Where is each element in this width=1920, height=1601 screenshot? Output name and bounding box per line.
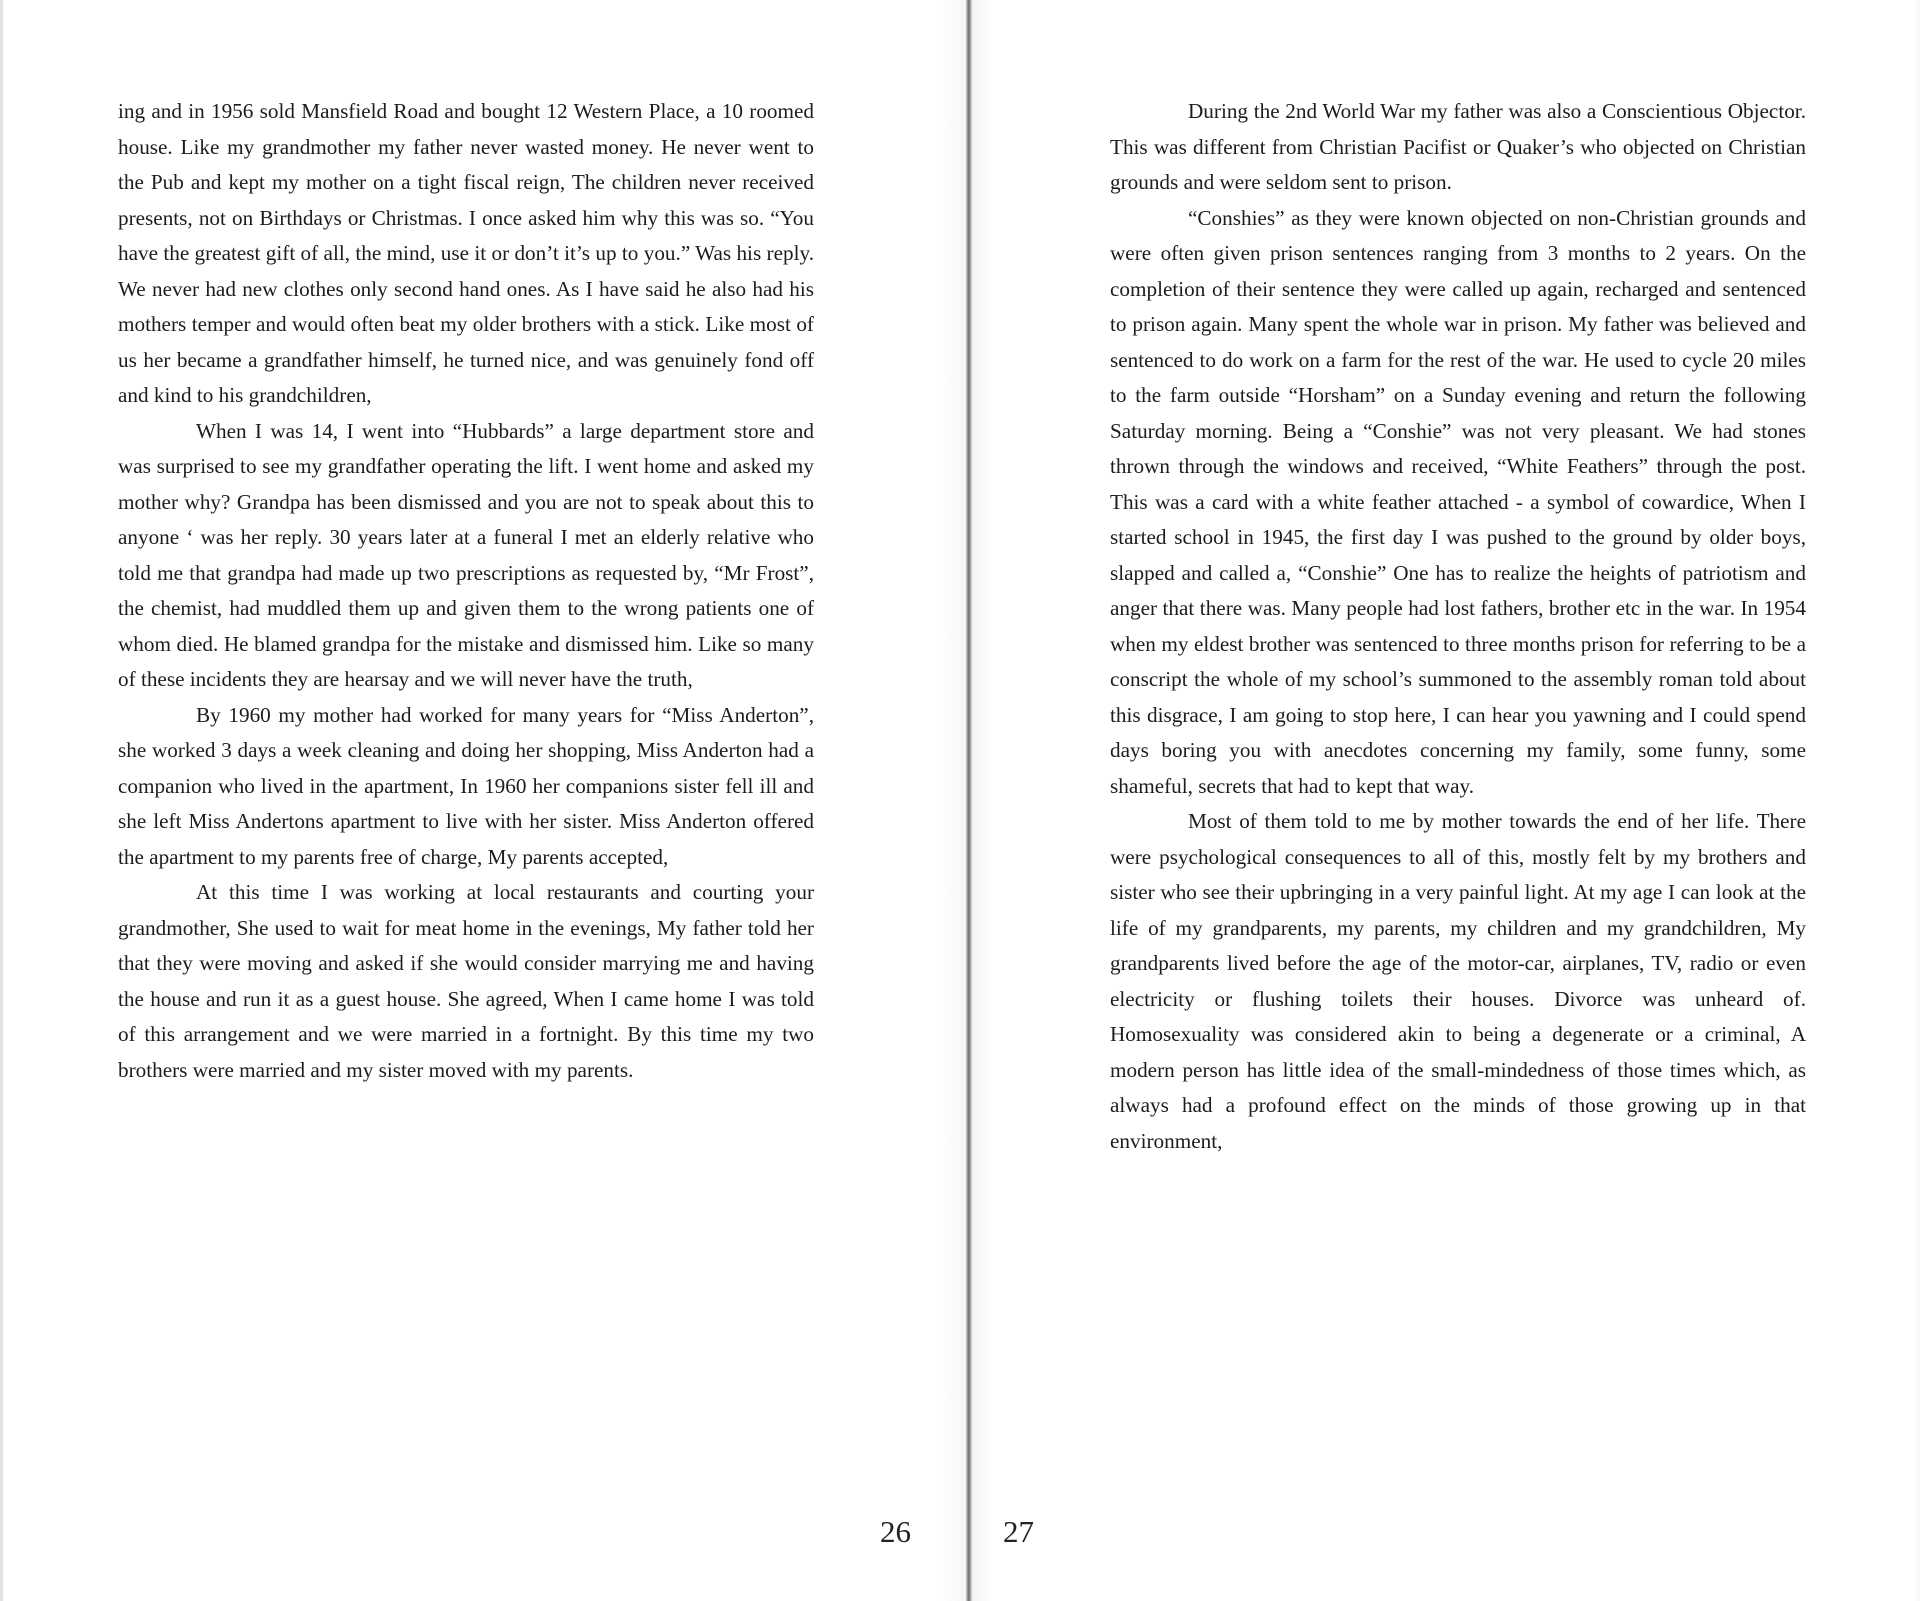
paragraph: During the 2nd World War my father was also a Conscientious Objector. This was different from Christian Pacifist or Quaker’s who objected on Christian grounds and were seldom sent to prison. (1110, 99, 1806, 194)
paragraph: At this time I was working at local restaurants and courting your grandmother, She used to wait for meat home in the evenings, My father told her that they were moving and asked if she would consider marrying me and having the house and run it as a guest house. She agreed, When I came home I was told of this arrangement and we were married in a fortnight. By this time my two brothers were married and my sister moved with my parents. (118, 880, 814, 1082)
paragraph: Most of them told to me by mother towards the end of her life. There were psychological consequences to all of this, mostly felt by my brothers and sister who see their upbringing in a very painful light. At my age I can look at the life of my grandparents, my parents, my children and my grandchildren, My grandparents lived before the age of the motor-car, airplanes, TV, radio or even electricity or flushing toilets their houses. Divorce was unheard of. Homosexuality was considered akin to being a degenerate or a criminal, A modern person has little idea of the small-mindedness of those times which, as always had a profound effect on the minds of those growing up in that environment, (1110, 809, 1806, 1153)
page-number: 26 (880, 1514, 911, 1549)
paragraph: ing and in 1956 sold Mansfield Road and bought 12 Western Place, a 10 roomed house. Like my grandmother my father never wasted money. He never went to the Pub and kept my mother on a tight fiscal reign, The children never received presents, not on Birthdays or Christmas. I once asked him why this was so. “You have the greatest gift of all, the mind, use it or don’t it’s up to you.” Was his reply. We never had new clothes only second hand ones. As I have said he also had his mothers temper and would often beat my older brothers with a stick. Like most of us her became a grandfather himself, he turned nice, and was genuinely fond off and kind to his grandchildren, (118, 99, 814, 407)
left-page-text (118, 94, 814, 1088)
paragraph: “Conshies” as they were known objected on non-Christian grounds and were often given prison sentences ranging from 3 months to 2 years. On the completion of their sentence they were called up again, recharged and sentenced to prison again. Many spent the whole war in prison. My father was believed and sentenced to do work on a farm for the rest of the war. He used to cycle 20 miles to the farm outside “Horsham” on a Sunday evening and return the following Saturday morning. Being a “Conshie” was not very pleasant. We had stones thrown through the windows and received, “White Feathers” through the post. This was a card with a white feather attached - a symbol of cowardice, When I started school in 1945, the first day I was pushed to the ground by older boys, slapped and called a, “Conshie” One has to realize the heights of patriotism and anger that there was. Many people had lost fathers, brother etc in the war. In 1954 when my eldest brother was sentenced to three months prison for referring to be a conscript the whole of my school’s summoned to the assembly roman told about this disgrace, I am going to stop here, I can hear you yawning and I could spend days boring you with anecdotes concerning my family, some funny, some shameful, secrets that had to kept that way. (1110, 205, 1806, 798)
paragraph: By 1960 my mother had worked for many years for “Miss Anderton”, she worked 3 days a week cleaning and doing her shopping, Miss Anderton had a companion who lived in the apartment, In 1960 her companions sister fell ill and she left Miss Andertons apartment to live with her sister. Miss Anderton offered the apartment to my parents free of charge, My parents accepted, (118, 702, 814, 869)
paragraph: When I was 14, I went into “Hubbards” a large department store and was surprised to see my grandfather operating the lift. I went home and asked my mother why? Grandpa has been dismissed and you are not to speak about this to anyone ‘ was her reply. 30 years later at a funeral I met an elderly relative who told me that grandpa had made up two prescriptions as requested by, “Mr Frost”, the chemist, had muddled them up and given them to the wrong patients one of whom died. He blamed grandpa for the mistake and dismissed him. Like so many of these incidents they are hearsay and we will never have the truth, (118, 418, 814, 691)
page-number: 27 (1003, 1514, 1034, 1549)
right-page-text (1110, 94, 1806, 1159)
page-edge (0, 0, 3, 1601)
